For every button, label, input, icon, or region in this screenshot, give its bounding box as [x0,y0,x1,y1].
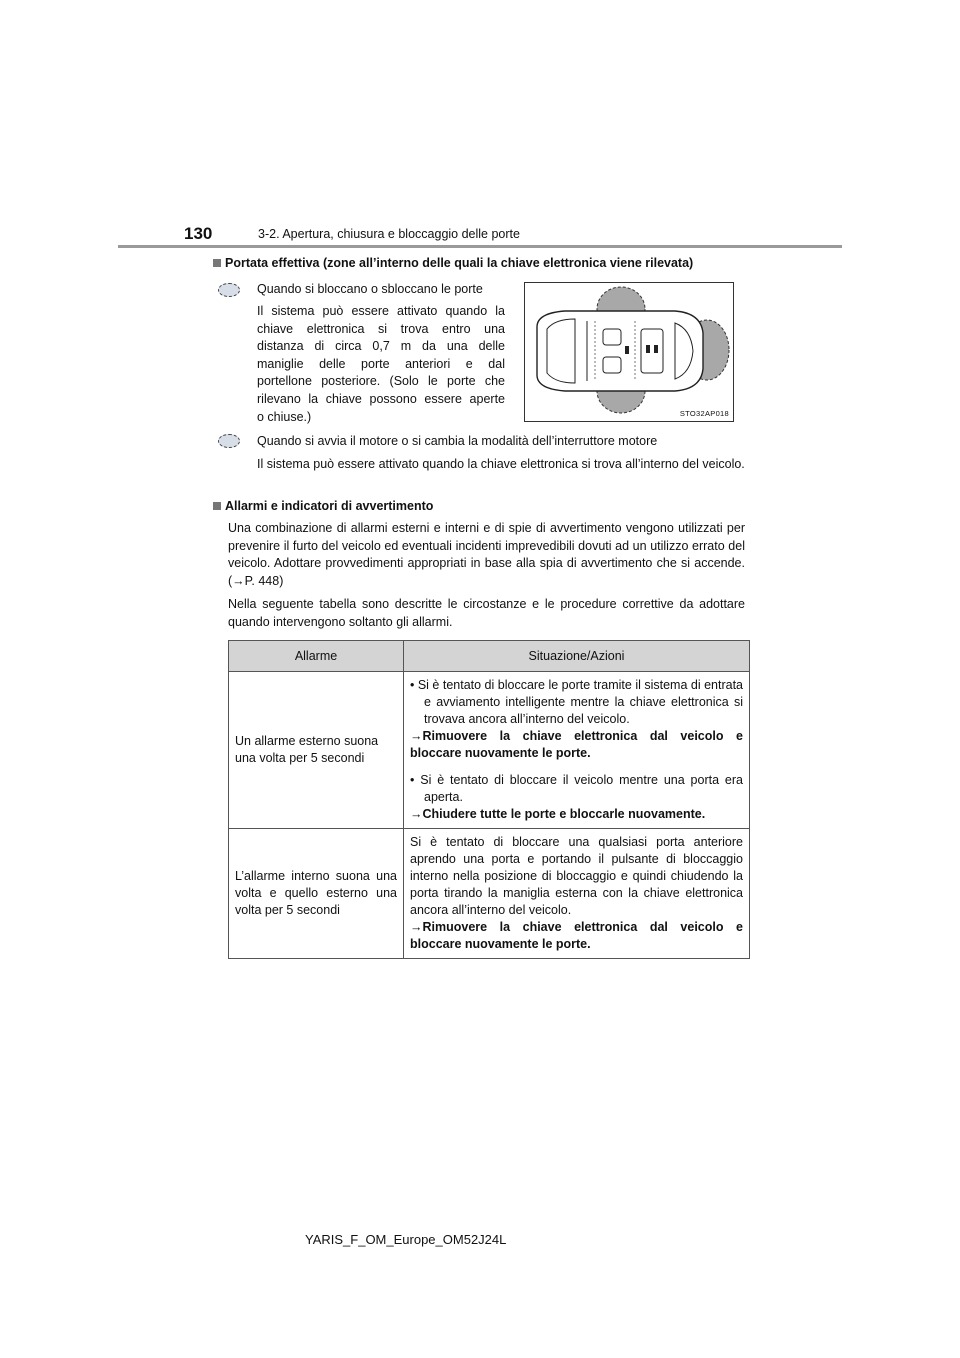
chapter-title: 3-2. Apertura, chiusura e bloccaggio delle porte [258,227,520,241]
alarm-cell [229,672,404,829]
document-footer: YARIS_F_OM_Europe_OM52J24L [305,1232,507,1247]
item-engine-title: Quando si avvia il motore o si cambia la modalità dell’interruttore motore [257,434,658,448]
alarm-description: Un allarme esterno suona una volta per 5 secondi [235,734,379,765]
situation-bullet: • Si è tentato di bloccare le porte tramite il sistema di entrata e avviamento intelligente mentre la chiave elettronica si trovava ancora all’interno del veicolo. [410,678,744,726]
table-header-cell: Situazione/Azioni [404,641,750,672]
section-portata-title: Portata effettiva (zone all’interno delle quali la chiave elettronica viene rilevata) [225,256,694,270]
square-bullet-icon [213,259,221,267]
page-number: 130 [184,224,213,243]
item-engine-text: Il sistema può essere attivato quando la chiave elettronica si trova all’interno del veicolo. [257,457,745,471]
text-line: portellone posteriore. (Solo le porte che [257,374,505,389]
detection-zone-icon [218,283,240,297]
car-topview-illustration [525,283,733,421]
section-alarms-title: Allarmi e indicatori di avvertimento [225,499,434,513]
square-bullet-icon [213,502,221,510]
situation-text: Si è tentato di bloccare una qualsiasi porta anteriore aprendo una porta e portando il pulsante di bloccaggio interno nella posizione di bloccaggio e quindi chiudendo la porta tirando la maniglia esterna con la chiave elettronica ancora all’interno del veicolo. [410,835,743,917]
table-header-row [229,641,750,672]
text-line: maniglie delle porte anteriori e dal [257,356,505,371]
header-rule [118,245,842,248]
item-lock-title: Quando si bloccano o sbloccano le porte [257,282,483,296]
text-line: Il sistema può essere attivato quando la [257,304,505,318]
text-line: o chiuse.) [257,409,312,424]
section-portata-heading [213,256,693,270]
table-row [229,829,750,959]
text-line: chiave elettronica si trova entro una [257,321,505,336]
alarms-paragraph-1: Una combinazione di allarmi esterni e interni e di spie di avvertimento vengono utilizzati per prevenire il furto del veicolo ed eventuali incidenti imprevedibili dovuti ad un utilizzo errato del veicolo. Adottare provvedimenti appropriati in base alla spia di avvertimento che si accende. (→P. 448) [228,521,745,588]
detection-range-figure [524,282,734,422]
corrective-action: →Rimuovere la chiave elettronica dal veicolo e bloccare nuovamente le porte. [410,729,743,760]
corrective-action: →Rimuovere la chiave elettronica dal veicolo e bloccare nuovamente le porte. [410,920,743,951]
table-row [229,672,750,829]
figure-code: STO32AP018 [679,409,729,418]
table-header-cell: Allarme [229,641,404,672]
alarm-description: L’allarme interno suona una volta e quello esterno una volta per 5 secondi [235,869,397,917]
detection-zone-icon [218,434,240,448]
situation-bullet: • Si è tentato di bloccare il veicolo mentre una porta era aperta. [410,773,743,804]
corrective-action: →Chiudere tutte le porte e bloccarle nuovamente. [410,807,706,821]
item-lock-text [257,303,505,426]
section-alarms-heading [213,499,433,513]
text-line: rilevano la chiave possono essere aperte [257,391,505,406]
alarms-paragraph-2: Nella seguente tabella sono descritte le circostanze e le procedure correttive da adottare quando intervengono soltanto gli allarmi. [228,597,745,629]
situation-cell [404,829,750,959]
text-line: distanza di circa 0,7 m da una delle [257,339,505,354]
situation-cell [404,672,750,829]
alarm-cell [229,829,404,959]
alarm-table [228,640,750,959]
